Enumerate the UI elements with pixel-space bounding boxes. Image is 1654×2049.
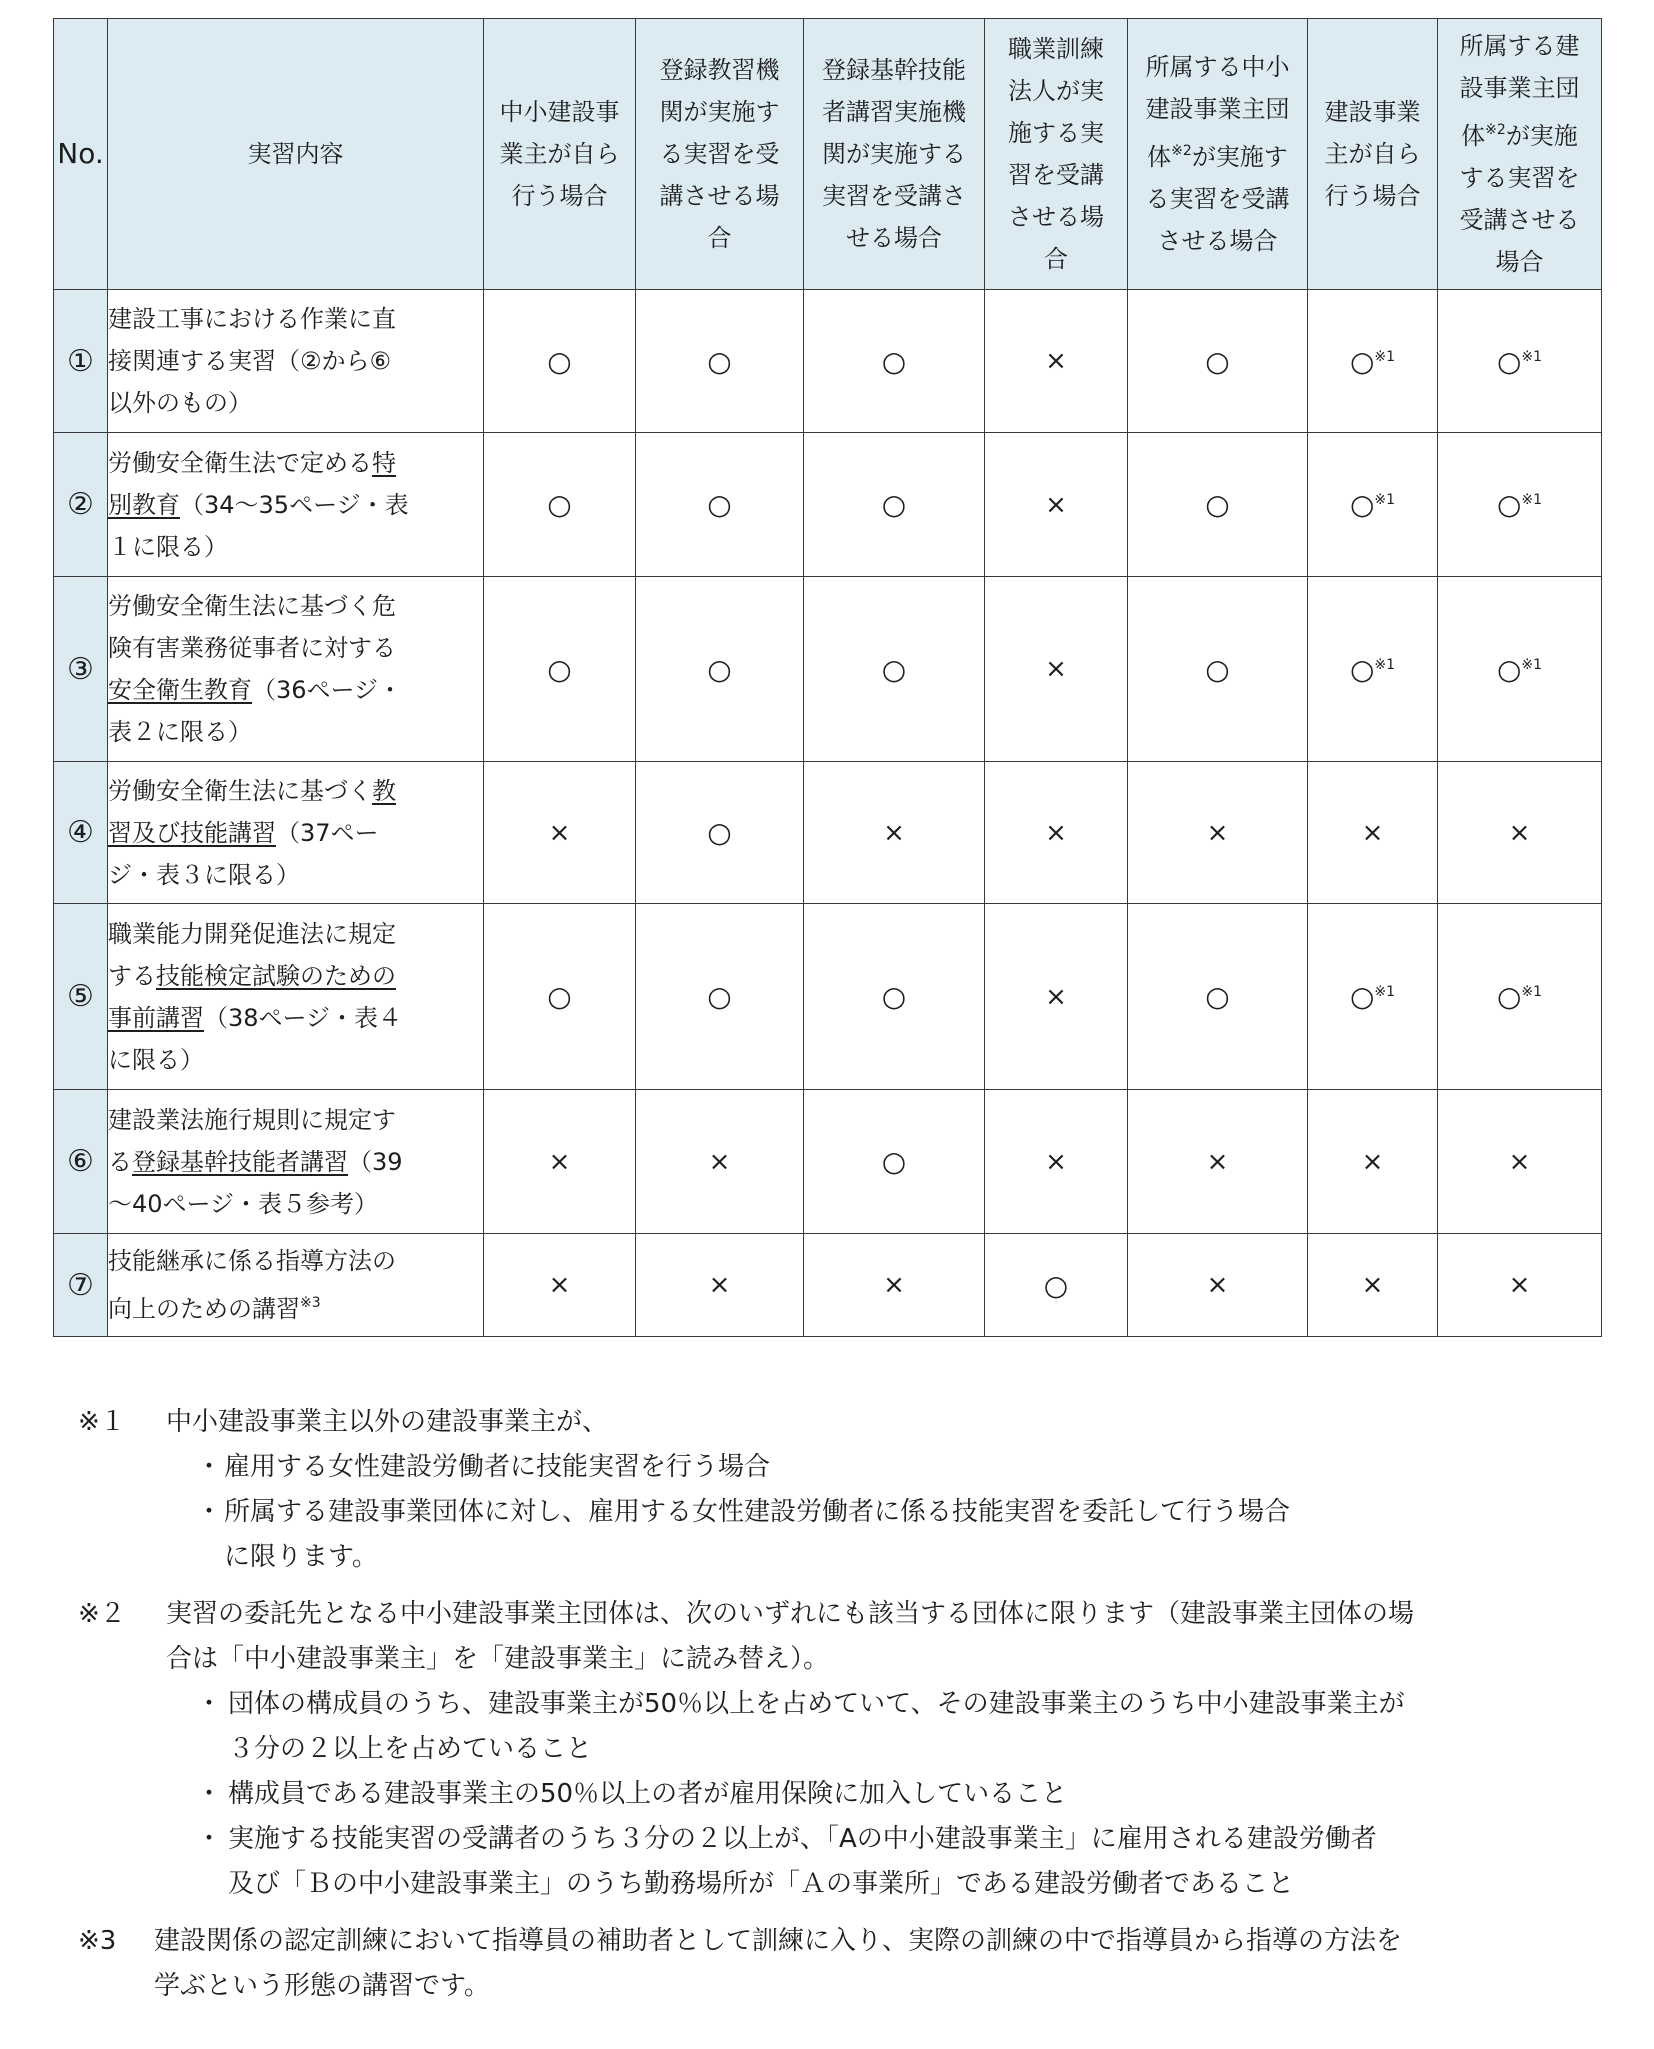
mark-cell: × bbox=[804, 1234, 985, 1337]
mark-cell: × bbox=[484, 762, 636, 904]
footnote-bullet: 構成員である建設事業主の50％以上の者が雇用保険に加入していること bbox=[228, 1779, 1068, 1809]
bullet-mark: ・ bbox=[196, 1497, 223, 1527]
footnote-2 bbox=[78, 1592, 1618, 1907]
mark-cell: × bbox=[985, 577, 1128, 762]
mark-cell: ○ bbox=[1128, 577, 1308, 762]
mark-cell: ○$^{※1}$ bbox=[1438, 433, 1602, 577]
mark-cell: ○$^{※1}$ bbox=[1308, 433, 1438, 577]
mark-cell: × bbox=[484, 1234, 636, 1337]
mark-cell: × bbox=[1128, 1234, 1308, 1337]
row-content: 職業能力開発促進法に規定 する技能検定試験のための 事前講習（38ページ・表４ に限る） bbox=[108, 904, 484, 1090]
footnote-continuation: に限ります。 bbox=[224, 1542, 378, 1572]
bullet-mark: ・ bbox=[196, 1824, 223, 1854]
mark-cell: × bbox=[1308, 1234, 1438, 1337]
bullet-mark: ・ bbox=[196, 1779, 223, 1809]
row-content: 技能継承に係る指導方法の 向上のための講習$^{※3}$ bbox=[108, 1234, 484, 1337]
table-row bbox=[54, 1234, 1602, 1337]
mark-cell: × bbox=[1308, 1090, 1438, 1234]
header-col-4: 職業訓練 法人が実 施する実 習を受講 させる場 合 bbox=[985, 19, 1128, 290]
mark-cell: ○ bbox=[484, 433, 636, 577]
mark-cell: × bbox=[484, 1090, 636, 1234]
footnote-bullet: 団体の構成員のうち、建設事業主が50％以上を占めていて、その建設事業主のうち中小建設事業主が bbox=[228, 1689, 1405, 1719]
mark-cell: × bbox=[985, 1090, 1128, 1234]
mark-cell: ○ bbox=[804, 290, 985, 433]
mark-cell: ○ bbox=[636, 290, 804, 433]
mark-cell: ○$^{※1}$ bbox=[1438, 290, 1602, 433]
mark-cell: × bbox=[1438, 1090, 1602, 1234]
row-number: ② bbox=[54, 433, 108, 577]
row-number: ③ bbox=[54, 577, 108, 762]
mark-cell: × bbox=[985, 762, 1128, 904]
mark-cell: ○$^{※1}$ bbox=[1308, 290, 1438, 433]
footnote-label: ※２ bbox=[78, 1599, 126, 1629]
footnote-1 bbox=[78, 1400, 1618, 1580]
mark-cell: ○ bbox=[1128, 290, 1308, 433]
mark-cell: × bbox=[985, 433, 1128, 577]
row-number: ⑥ bbox=[54, 1090, 108, 1234]
mark-cell: ○$^{※1}$ bbox=[1308, 577, 1438, 762]
mark-cell: × bbox=[804, 762, 985, 904]
mark-cell: ○ bbox=[484, 290, 636, 433]
footnote-text: 学ぶという形態の講習です。 bbox=[154, 1971, 490, 2001]
footnote-continuation: ３分の２以上を占めていること bbox=[228, 1734, 593, 1764]
mark-cell: × bbox=[636, 1234, 804, 1337]
row-content: 労働安全衛生法に基づく教 習及び技能講習（37ペー ジ・表３に限る） bbox=[108, 762, 484, 904]
table-row bbox=[54, 762, 1602, 904]
footnote-3 bbox=[78, 1919, 1618, 2009]
footnote-bullet: 実施する技能実習の受講者のうち３分の２以上が、「Aの中小建設事業主」に雇用される建設労働者 bbox=[228, 1824, 1377, 1854]
mark-cell: × bbox=[985, 904, 1128, 1090]
mark-cell: ○$^{※1}$ bbox=[1308, 904, 1438, 1090]
mark-cell: ○ bbox=[484, 904, 636, 1090]
mark-cell: ○ bbox=[484, 577, 636, 762]
mark-cell: × bbox=[1438, 1234, 1602, 1337]
row-content: 建設業法施行規則に規定す る登録基幹技能者講習（39 ～40ページ・表５参考） bbox=[108, 1090, 484, 1234]
footnote-label: ※１ bbox=[78, 1407, 126, 1437]
mark-cell: × bbox=[1308, 762, 1438, 904]
mark-cell: ○$^{※1}$ bbox=[1438, 904, 1602, 1090]
row-number: ⑦ bbox=[54, 1234, 108, 1337]
table-row bbox=[54, 290, 1602, 433]
row-content: 労働安全衛生法に基づく危 険有害業務従事者に対する 安全衛生教育（36ページ・ 表２に限る） bbox=[108, 577, 484, 762]
mark-cell: × bbox=[1438, 762, 1602, 904]
footnote-bullet: 雇用する女性建設労働者に技能実習を行う場合 bbox=[224, 1452, 771, 1482]
row-number: ⑤ bbox=[54, 904, 108, 1090]
row-number: ① bbox=[54, 290, 108, 433]
table-row bbox=[54, 577, 1602, 762]
mark-cell: ○$^{※1}$ bbox=[1438, 577, 1602, 762]
eligibility-table bbox=[53, 18, 1602, 1337]
footnote-text: 建設関係の認定訓練において指導員の補助者として訓練に入り、実際の訓練の中で指導員から指導の方法を bbox=[154, 1926, 1403, 1956]
mark-cell: ○ bbox=[804, 577, 985, 762]
row-content: 労働安全衛生法で定める特 別教育（34～35ページ・表 １に限る） bbox=[108, 433, 484, 577]
mark-cell: ○ bbox=[636, 762, 804, 904]
table-header-row bbox=[54, 19, 1602, 290]
mark-cell: × bbox=[1128, 762, 1308, 904]
header-col-1: 中小建設事 業主が自ら 行う場合 bbox=[484, 19, 636, 290]
header-content: 実習内容 bbox=[108, 19, 484, 290]
header-col-2: 登録教習機 関が実施す る実習を受 講させる場 合 bbox=[636, 19, 804, 290]
header-col-6: 建設事業 主が自ら 行う場合 bbox=[1308, 19, 1438, 290]
footnote-label: ※3 bbox=[78, 1926, 117, 1956]
mark-cell: ○ bbox=[804, 1090, 985, 1234]
mark-cell: × bbox=[985, 290, 1128, 433]
mark-cell: ○ bbox=[636, 433, 804, 577]
mark-cell: ○ bbox=[804, 904, 985, 1090]
footnote-continuation: 及び「Ｂの中小建設事業主」のうち勤務場所が「Ａの事業所」である建設労働者であること bbox=[228, 1869, 1295, 1899]
footnote-bullet: 所属する建設事業団体に対し、雇用する女性建設労働者に係る技能実習を委託して行う場合 bbox=[224, 1497, 1291, 1527]
footnotes bbox=[78, 1400, 1618, 2009]
footnote-text: 中小建設事業主以外の建設事業主が、 bbox=[166, 1407, 609, 1437]
table-row bbox=[54, 1090, 1602, 1234]
mark-cell: ○ bbox=[985, 1234, 1128, 1337]
header-col-3: 登録基幹技能 者講習実施機 関が実施する 実習を受講さ せる場合 bbox=[804, 19, 985, 290]
row-number: ④ bbox=[54, 762, 108, 904]
footnote-text: 実習の委託先となる中小建設事業主団体は、次のいずれにも該当する団体に限ります（建設事業主団体の場 bbox=[166, 1599, 1415, 1629]
header-col-7: 所属する建 設事業主団 体$^{※2}$が実施 する実習を 受講させる 場合 bbox=[1438, 19, 1602, 290]
mark-cell: ○ bbox=[804, 433, 985, 577]
mark-cell: ○ bbox=[1128, 904, 1308, 1090]
mark-cell: ○ bbox=[636, 577, 804, 762]
header-no: No. bbox=[54, 19, 108, 290]
footnote-text: 合は「中小建設事業主」を「建設事業主」に読み替え）。 bbox=[166, 1644, 830, 1674]
mark-cell: ○ bbox=[636, 904, 804, 1090]
mark-cell: ○ bbox=[1128, 433, 1308, 577]
table-row bbox=[54, 904, 1602, 1090]
bullet-mark: ・ bbox=[196, 1689, 223, 1719]
table-row bbox=[54, 433, 1602, 577]
mark-cell: × bbox=[1128, 1090, 1308, 1234]
mark-cell: × bbox=[636, 1090, 804, 1234]
header-col-5: 所属する中小 建設事業主団 体$^{※2}$が実施す る実習を受講 させる場合 bbox=[1128, 19, 1308, 290]
row-content: 建設工事における作業に直 接関連する実習（②から⑥ 以外のもの） bbox=[108, 290, 484, 433]
bullet-mark: ・ bbox=[196, 1452, 223, 1482]
